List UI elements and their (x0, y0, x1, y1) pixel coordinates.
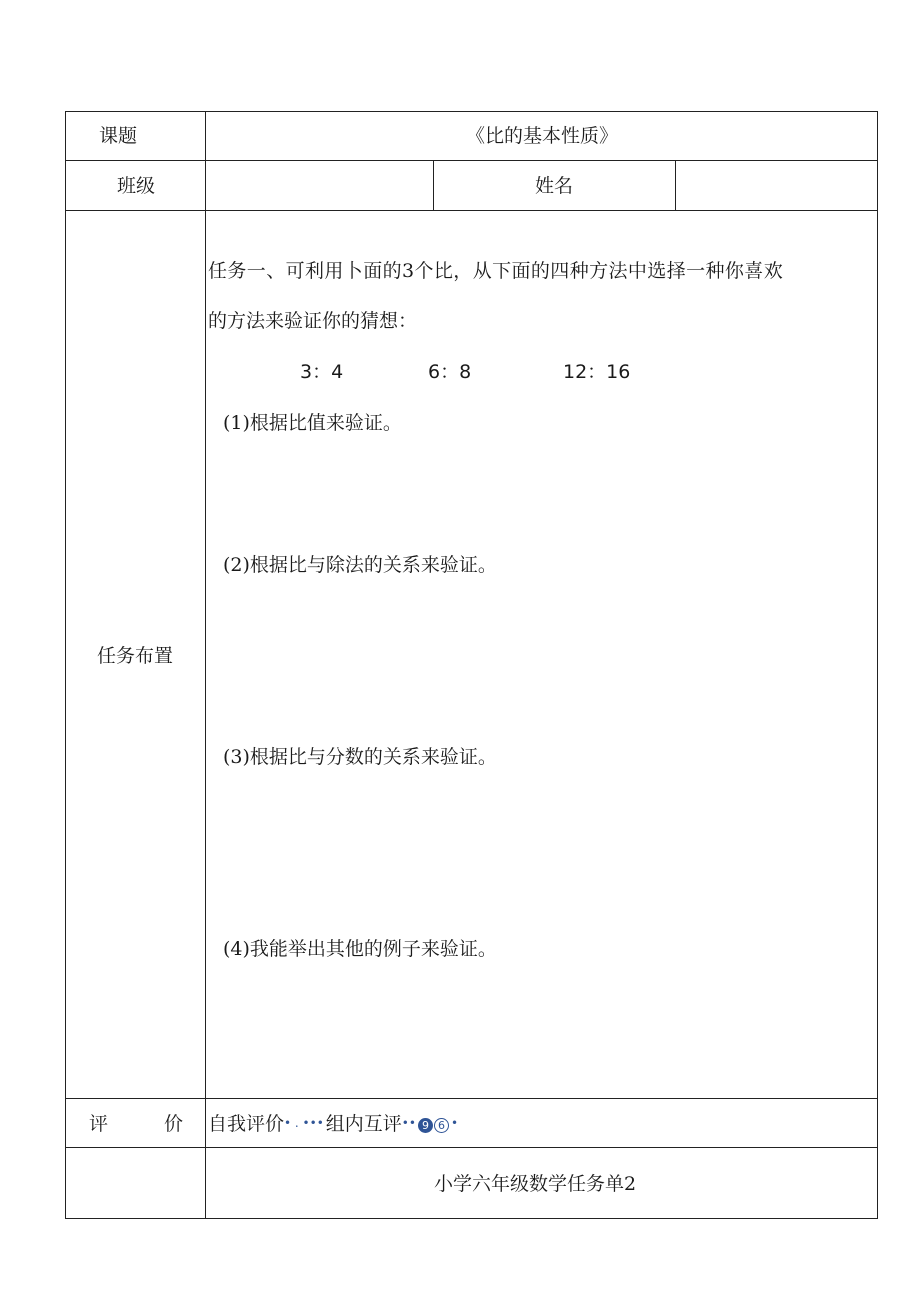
ratio-item: 3：4 (300, 361, 344, 383)
task-label: 任务布置 (97, 645, 174, 667)
topic-label: 课题 (99, 125, 138, 147)
name-label: 姓名 (535, 175, 574, 197)
rating-badge-outline[interactable]: 6 (434, 1118, 449, 1133)
evaluation-label-left: 评 (89, 1113, 109, 1135)
trailing-mark: • (450, 1116, 459, 1130)
column-divider (675, 160, 676, 211)
footer-title: 小学六年级数学任务单2 (434, 1173, 637, 1195)
evaluation-content (208, 1115, 458, 1134)
method-item: (1)根据比值来验证。 (223, 412, 402, 434)
row-divider (65, 1147, 878, 1148)
table-border-top (65, 111, 878, 112)
method-item: (4)我能举出其他的例子来验证。 (223, 938, 497, 960)
method-item: (2)根据比与除法的关系来验证。 (223, 554, 497, 576)
class-label: 班级 (117, 175, 156, 197)
task-intro-line1: 任务一、可利用卜面的3个比，从下面的四种方法中选择一种你喜欢 (208, 260, 784, 282)
table-border-right (877, 111, 878, 1219)
column-divider (433, 160, 434, 211)
ratio-item: 6：8 (428, 361, 472, 383)
evaluation-label-right: 价 (164, 1113, 184, 1135)
group-evaluation-marks: •• (401, 1116, 416, 1130)
ratio-item: 12：16 (563, 361, 631, 383)
table-border-bottom (65, 1218, 878, 1219)
method-item: (3)根据比与分数的关系来验证。 (223, 746, 497, 768)
topic-value: 《比的基本性质》 (466, 125, 619, 147)
row-divider (65, 210, 878, 211)
name-field[interactable] (677, 162, 876, 209)
self-evaluation-marks: • . ••• (284, 1116, 324, 1130)
table-border-left (65, 111, 66, 1219)
row-divider (65, 1098, 878, 1099)
row-divider (65, 160, 878, 161)
rating-badge-filled[interactable]: 9 (418, 1118, 433, 1133)
column-divider (205, 111, 206, 1219)
class-field[interactable] (207, 162, 432, 209)
task-sheet-table (65, 111, 878, 1219)
self-evaluation-label: 自我评价 (208, 1113, 285, 1135)
task-intro-line2: 的方法来验证你的猜想： (208, 310, 418, 332)
group-evaluation-label: 组内互评 (325, 1113, 402, 1135)
